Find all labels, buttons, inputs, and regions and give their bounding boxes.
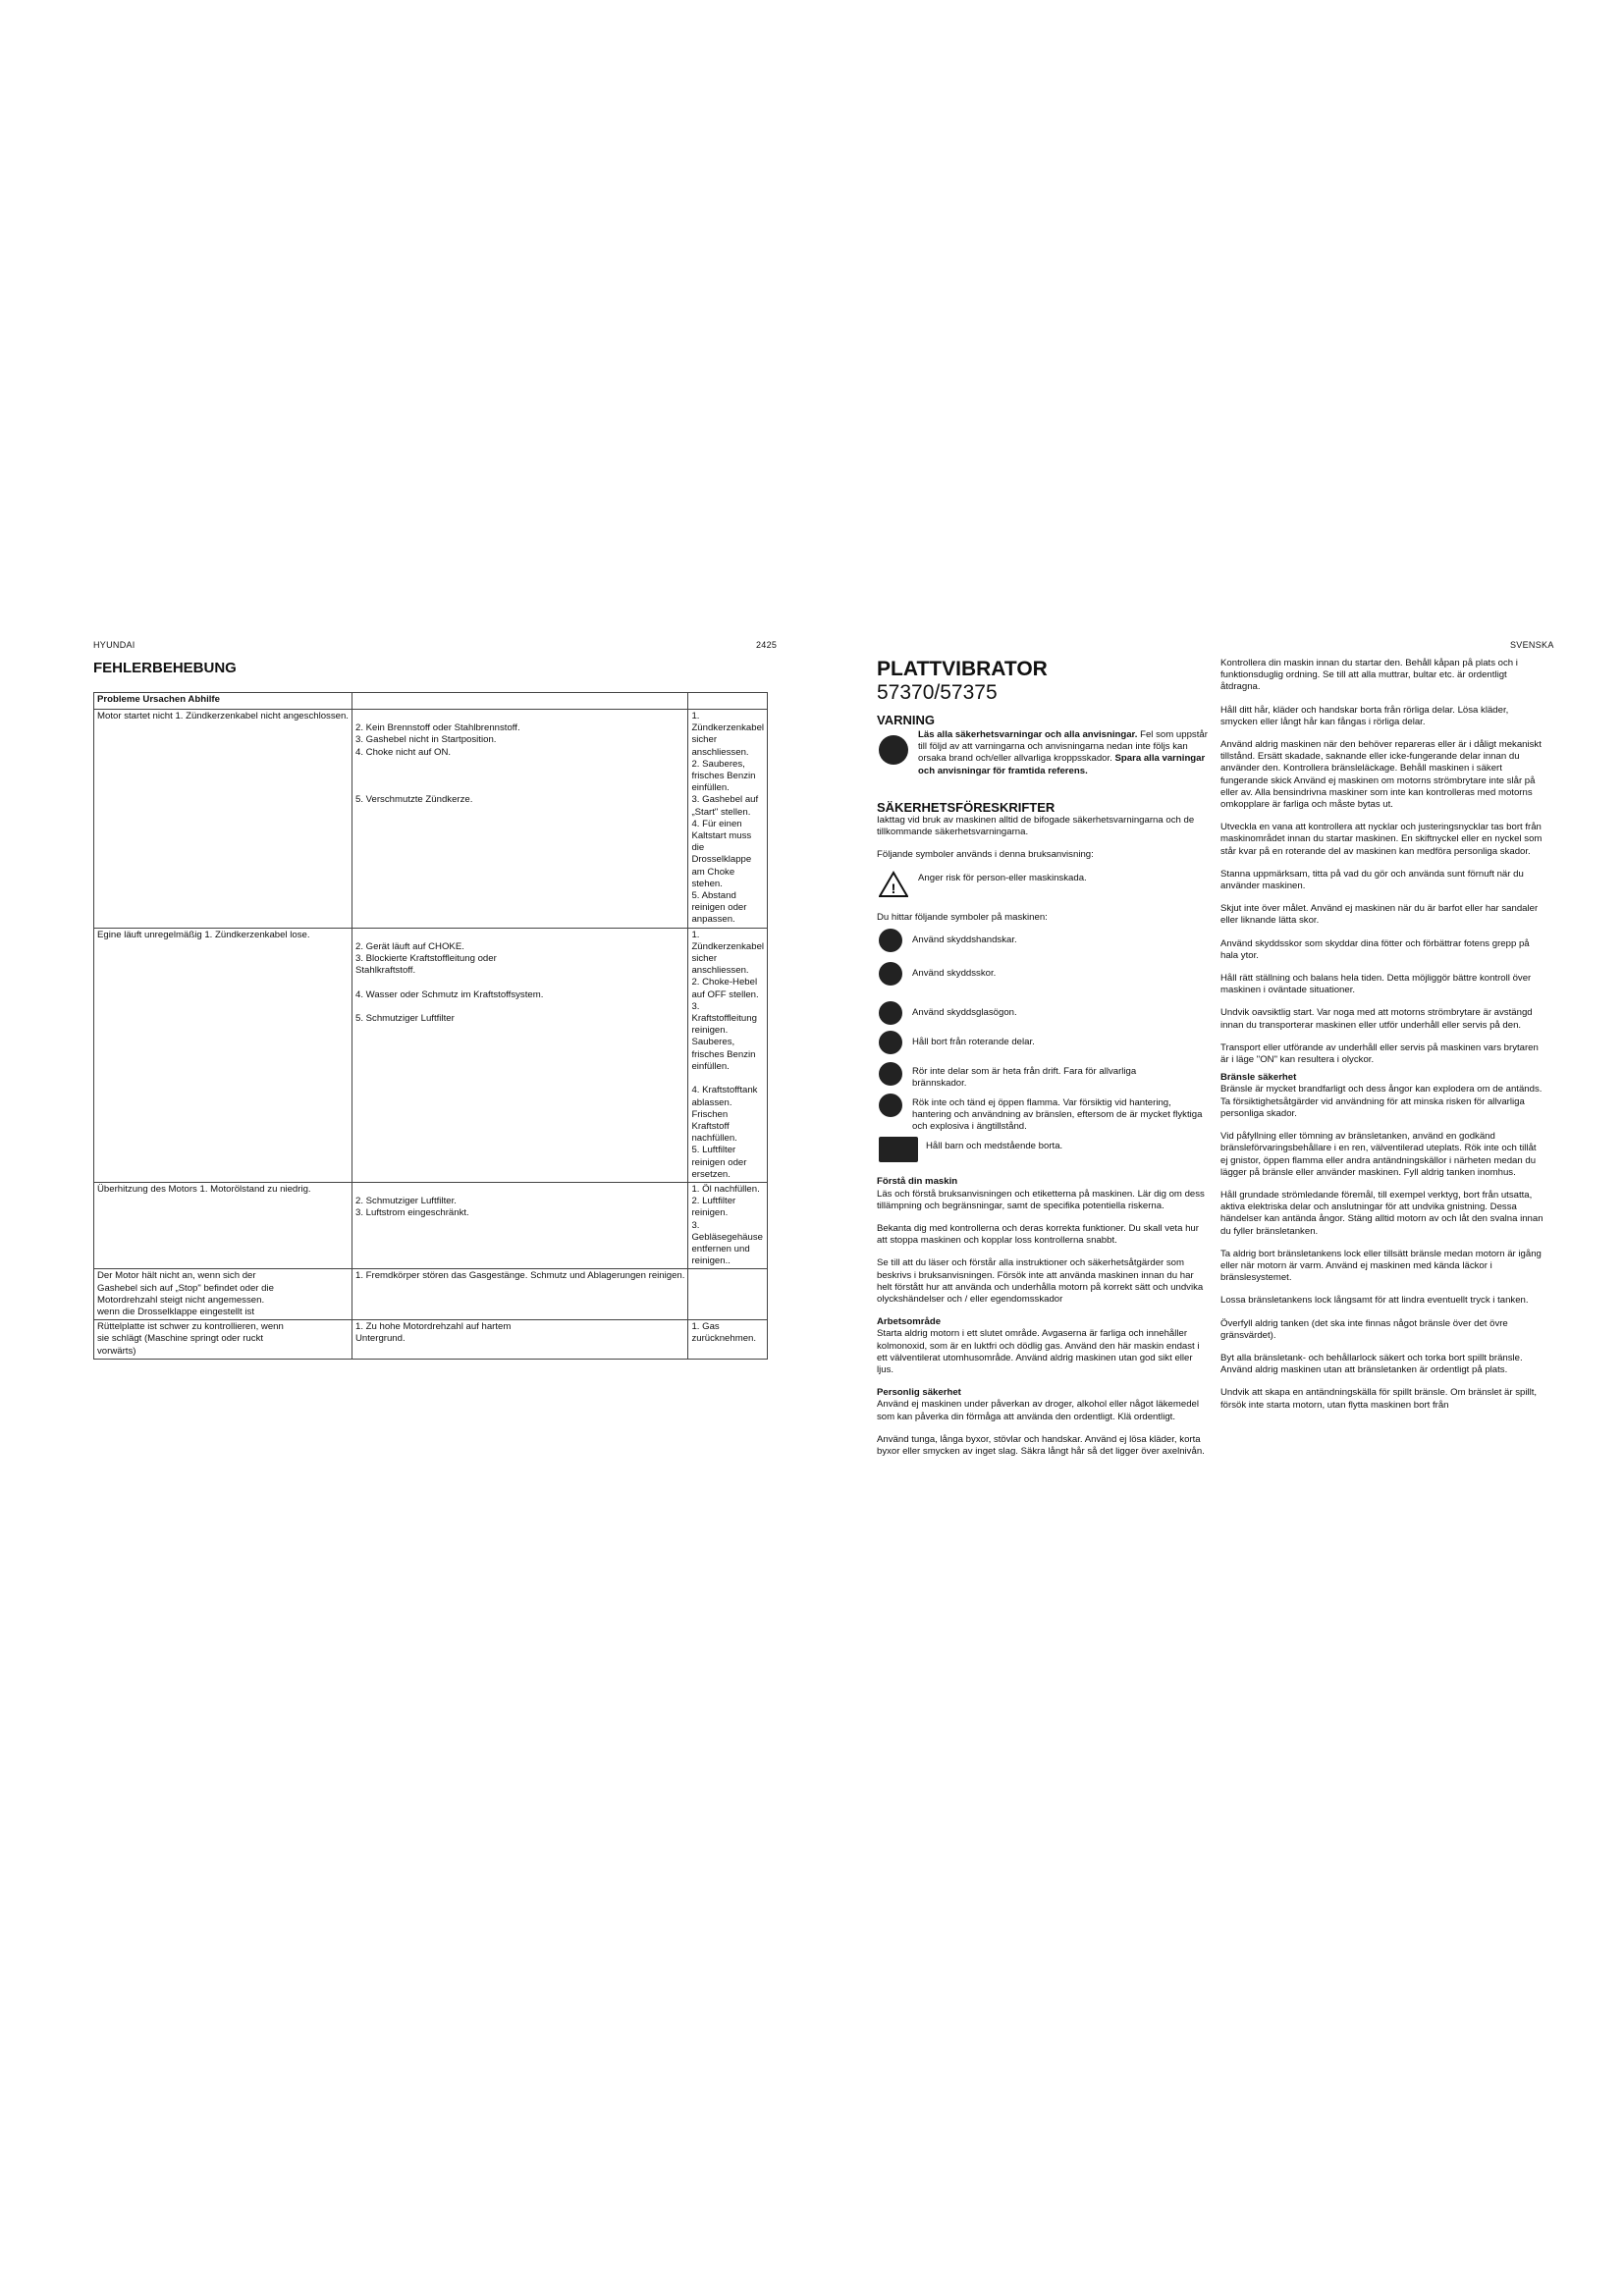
table-row: [94, 1182, 768, 1268]
symbol-row: Rök inte och tänd ej öppen flamma. Var försiktig vid hantering, hantering och användning av bränslen, eftersom de är mycket flyktiga och explosiva i ängtillstånd.: [877, 1097, 1211, 1134]
section-heading: Personlig säkerhet: [877, 1387, 961, 1399]
brand-header: HYUNDAI: [93, 640, 135, 650]
language-header: SVENSKA: [1510, 640, 1554, 650]
causes-cell: 2. Kein Brennstoff oder Stahlbrennstoff. 3. Gashebel nicht in Startposition. 4. Choke nicht auf ON. 5. Verschmutzte Zündkerze.: [352, 710, 687, 929]
troubleshooting-table: [93, 692, 768, 1360]
symbol-row: Rör inte delar som är heta från drift. Fara för allvarliga brännskador.: [877, 1066, 1211, 1092]
page-title: FEHLERBEHEBUNG: [93, 660, 237, 676]
fixes-cell: 1. Gas zurücknehmen.: [688, 1320, 768, 1360]
read-manual-icon: [879, 735, 908, 765]
causes-cell: 2. Schmutziger Luftfilter. 3. Luftstrom eingeschränkt.: [352, 1182, 687, 1268]
svg-text:!: !: [891, 880, 896, 896]
no-hands-icon: [879, 1031, 902, 1054]
table-row: [94, 928, 768, 1182]
table-row: [94, 710, 768, 929]
warning-title: VARNING: [877, 713, 935, 727]
problem-cell: Egine läuft unregelmäßig 1. Zündkerzenkabel lose.: [97, 929, 310, 940]
causes-cell: 2. Gerät läuft auf CHOKE. 3. Blockierte Kraftstoffleitung oder Stahlkraftstoff. 4. Wasser oder Schmutz im Kraftstoffsystem. 5. Schmutziger Luftfilter: [352, 928, 687, 1182]
problem-cell: Motor startet nicht 1. Zündkerzenkabel nicht angeschlossen.: [97, 711, 349, 721]
problem-cell: Der Motor hält nicht an, wenn sich der Gashebel sich auf „Stop" befindet oder die Motordrehzahl steigt nicht angemessen. wenn die Drosselklappe eingestellt ist: [94, 1269, 352, 1320]
section-heading: Förstå din maskin: [877, 1176, 958, 1188]
section-heading: Bränsle säkerhet: [1220, 1072, 1297, 1084]
table-row: [94, 1320, 768, 1360]
warning-triangle-icon: [879, 871, 908, 898]
safety-title: SÄKERHETSFÖRESKRIFTER: [877, 800, 1056, 815]
symbol-row: Håll bort från roterande delar.: [877, 1037, 1211, 1062]
keep-away-people-icon: [879, 1137, 918, 1162]
symbol-row: Använd skyddshandskar.: [877, 934, 1211, 960]
symbols-intro: Följande symboler används i denna bruksanvisning:: [877, 849, 1094, 861]
gloves-icon: [879, 929, 902, 952]
no-smoking-icon: [879, 1094, 902, 1117]
fixes-cell: 1. Öl nachfüllen. 2. Luftfilter reinigen. 3. Gebläsegehäuse entfernen und reinigen..: [688, 1182, 768, 1268]
boots-icon: [879, 962, 902, 986]
fixes-cell: 1. Zündkerzenkabel sicher anschliessen. 2. Choke-Hebel auf OFF stellen. 3. Kraftstoffleitung reinigen. Sauberes, frisches Benzin einfüllen. 4. Kraftstofftank ablassen. Frischen Kraftstoff nachfüllen. 5. Luftfilter reinigen oder ersetzen.: [688, 928, 768, 1182]
causes-cell: 1. Fremdkörper stören das Gasgestänge. Schmutz und Ablagerungen reinigen.: [352, 1269, 687, 1320]
safety-intro: Iakttag vid bruk av maskinen alltid de bifogade säkerhetsvarningarna och de tillkommande säkerhetsvarningarna.: [877, 815, 1195, 838]
symbol-row: Använd skyddsskor.: [877, 968, 1211, 993]
right-column-1: PLATTVIBRATOR 57370/57375 VARNING Läs alla säkerhetsvarningar och alla anvisningar. Fel som uppstår till följd av att varningarna och anvisningarna nedan inte följs kan orsaka brand och/eller allvarliga kroppsskador. Spara alla varningar och anvisningar för framtida referens. SÄKERHETSFÖRESKRIFTER Iakttag vid bruk av maskinen alltid de bifogade säkerhetsvarningarna och de tillkommande säkerhetsvarningarna. Följande symboler används i denna bruksanvisning: ! Anger risk för person-eller maskinskada. Du hittar följande symboler på maskinen: Använd skyddshandskar. Använd skyddsskor. Använd skyddsglasögon. Håll bort från roterande delar. Rör inte delar som är heta från drift. Fara för allvarliga brännskador. Rök inte och tänd ej öppen flamma. Var försiktig vid hantering, hantering och användning av bränslen, eftersom de är mycket flyktiga och explosiva i ängtillstånd. Håll barn och medstående borta. Förstå din maskin Läs och förstå bruksanvisningen och etiketterna på maskinen. Lär dig om dess tillämpning och begränsningar, samt de specifika potentiella riskerna. Bekanta dig med kontrollerna och deras korrekta funktioner. Du skall veta hur att stoppa maskinen och kopplar loss kontrollerna snabbt. Se till att du läser och förstår alla instruktioner och säkerhetsåtgärder som beskrivs i bruksanvisningen. Försök inte att använda maskinen innan du har helt förstått hur att använda och underhålla motorn på korrekt sätt och undvika olyckshändelser och / eller egendomsskador Arbetsområde Starta aldrig motorn i ett slutet område. Avgaserna är farliga och innehåller kolmonoxid, som är en luktfri och dödlig gas. Använd den här maskin endast i ett välventilerat utomhusområde. Använd aldrig maskinen utan god sikt eller ljus. Personlig säkerhet Använd ej maskinen under påverkan av droger, alkohol eller något läkemedel som kan påverka din förmåga att använda den ordentligt. Klä ordentligt. Använd tunga, långa byxor, stövlar och handskar. Använd ej lösa kläder, korta byxor eller smycken av inget slag. Säkra långt hår så det ligger över axelnivån.: [877, 658, 1211, 1468]
right-column-2: Kontrollera din maskin innan du startar den. Behåll kåpan på plats och i funktionsduglig ordning. Se till att alla muttrar, bultar etc. är ordentligt åtdragna. Håll ditt hår, kläder och handskar borta från rörliga delar. Lösa kläder, smycken eller långt hår kan fångas i rörliga delar. Använd aldrig maskinen när den behöver repareras eller är i dåligt mekaniskt tillstånd. Ersätt skadade, saknande eller icke-fungerande delar innan du använder den. Kontrollera bränsleläckage. Behåll maskinen i säkert fungerande skick Använd ej maskinen om motorns strömbrytare inte slår på eller av. Alla bensindrivna maskiner som inte kan kontrolleras med motorns omkopplare är farliga och måste bytas ut. Utveckla en vana att kontrollera att nycklar och justeringsnycklar tas bort från maskinområdet innan du startar maskinen. En skiftnyckel eller en nyckel som står kvar på en roterande del av maskinen kan medföra personliga skador. Stanna uppmärksam, titta på vad du gör och använda sunt förnuft när du använder maskinen. Skjut inte över målet. Använd ej maskinen när du är barfot eller har sandaler eller liknande lätta skor. Använd skyddsskor som skyddar dina fötter och förbättrar fotens grepp på hala ytor. Håll rätt ställning och balans hela tiden. Detta möjliggör bättre kontroll över maskinen i oväntade situationer. Undvik oavsiktlig start. Var noga med att motorns strömbrytare är avstängd innan du transporterar maskinen eller utför underhåll eller servis på den. Transport eller utförande av underhåll eller servis på maskinen vars brytaren är i läge "ON" kan resultera i olyckor. Bränsle säkerhet Bränsle är mycket brandfarligt och dess ångor kan explodera om de antänds. Ta försiktighetsåtgärder vid användning för att minska risken för allvarliga personliga skador. Vid påfyllning eller tömning av bränsletanken, använd en godkänd bränsleförvaringsbehållare i en ren, välventilerad uteplats. Rök inte och tillåt ej gnistor, öppen flamma eller andra antändningskällor i närheten medan du lägger på bränsle eller använder maskinen. Fyll aldrig tanken inomhus. Håll grundade strömledande föremål, till exempel verktyg, bort från utsatta, aktiva elektriska delar och anslutningar för att undvika gnistning. Dessa händelser kan antända ångor. Stäng alltid motorn av och låt den svalna innan du fyller bränsletanken. Ta aldrig bort bränsletankens lock eller tillsätt bränsle medan motorn är igång eller när motorn är varm. Använd ej maskinen med kända läckor i bränslesystemet. Lossa bränsletankens lock långsamt för att lindra eventuellt tryck i tanken. Överfyll aldrig tanken (det ska inte finnas något bränsle över det övre gränsvärdet). Byt alla bränsletank- och behållarlock säkert och torka bort spillt bränsle. Använd aldrig maskinen utan att bränsletanken är ordentligt på plats. Undvik att skapa en antändningskälla för spillt bränsle. Om bränslet är spillt, försök inte starta motorn, utan flytta maskinen bort från: [1220, 658, 1543, 1411]
no-touch-hot-icon: [879, 1062, 902, 1086]
fixes-cell: 1. Zündkerzenkabel sicher anschliessen. 2. Sauberes, frisches Benzin einfüllen. 3. Gashebel auf „Start" stellen. 4. Für einen Kaltstart muss die Drosselklappe am Choke stehen. 5. Abstand reinigen oder anpassen.: [688, 710, 768, 929]
goggles-icon: [879, 1001, 902, 1025]
warning-symbol-row: ! Anger risk för person-eller maskinskada.: [877, 873, 1211, 908]
problem-cell: Überhitzung des Motors 1. Motorölstand zu niedrig.: [97, 1183, 311, 1195]
warning-block: Läs alla säkerhetsvarningar och alla anvisningar. Fel som uppstår till följd av att varningarna och anvisningarna nedan inte följs kan orsaka brand och/eller allvarliga kroppsskador. Spara alla varningar och anvisningar för framtida referens.: [877, 729, 1211, 790]
symbol-row: Håll barn och medstående borta.: [877, 1141, 1211, 1170]
table-header: Probleme Ursachen Abhilfe: [94, 693, 352, 710]
table-row: [94, 1269, 768, 1320]
product-title: PLATTVIBRATOR: [877, 658, 1048, 680]
causes-cell: 1. Zu hohe Motordrehzahl auf hartem Untergrund.: [352, 1320, 687, 1360]
section-heading: Arbetsområde: [877, 1316, 942, 1328]
machine-symbols-intro: Du hittar följande symboler på maskinen:: [877, 911, 1048, 923]
problem-cell: Rüttelplatte ist schwer zu kontrollieren, wenn sie schlägt (Maschine springt oder ruckt vorwärts): [94, 1320, 352, 1360]
product-model: 57370/57375: [877, 681, 998, 704]
page-number: 2425: [756, 640, 778, 650]
symbol-row: Använd skyddsglasögon.: [877, 1007, 1211, 1033]
